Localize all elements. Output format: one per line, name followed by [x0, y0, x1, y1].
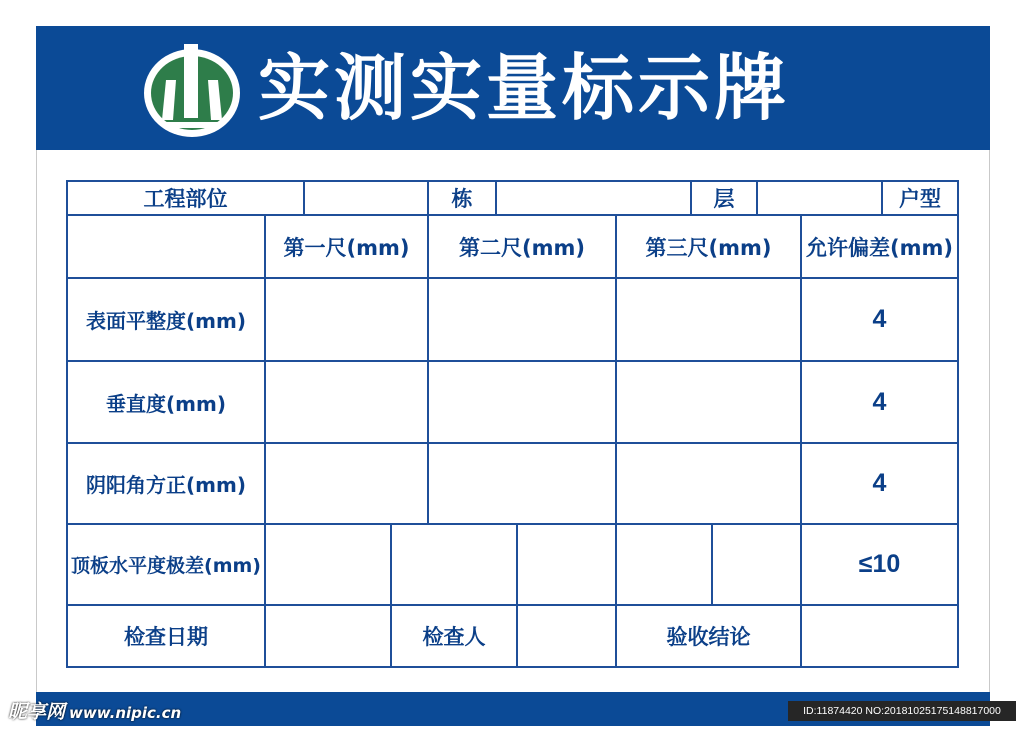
tolerance-surface-flatness: 4	[872, 305, 887, 333]
column-header-ruler-3: 第三尺(mm)	[645, 235, 772, 260]
column-header-ruler-2: 第二尺(mm)	[459, 235, 585, 260]
watermark-url: www.nipic.cn	[69, 704, 182, 722]
info-value-project-location[interactable]	[304, 181, 428, 215]
footer-label-inspector: 检查人	[422, 625, 486, 649]
footer-label-inspection-date: 检查日期	[124, 625, 208, 649]
row-label-verticality: 垂直度(mm)	[106, 391, 226, 416]
column-header-tolerance: 允许偏差(mm)	[806, 235, 953, 260]
info-label-building: 栋	[451, 187, 473, 211]
tolerance-ceiling-level-range: ≤10	[858, 550, 901, 578]
row-label-surface-flatness: 表面平整度(mm)	[86, 309, 246, 333]
info-label-floor: 层	[713, 187, 735, 211]
tolerance-verticality: 4	[872, 387, 887, 416]
watermark	[8, 697, 181, 727]
tolerance-corner-squareness: 4	[872, 469, 887, 497]
row-label-ceiling-level-range: 顶板水平度极差(mm)	[71, 555, 261, 577]
row-label-corner-squareness: 阴阳角方正(mm)	[86, 473, 246, 497]
column-header-ruler-1: 第一尺(mm)	[283, 235, 410, 260]
footer-label-acceptance-conclusion: 验收结论	[666, 625, 751, 649]
info-value-building[interactable]	[496, 181, 691, 215]
info-label-project-location: 工程部位	[143, 187, 228, 211]
info-label-unit-type: 户型	[899, 187, 941, 211]
info-value-floor[interactable]	[757, 181, 882, 215]
watermark-brand: 昵享网	[8, 701, 66, 723]
image-id-label: ID:11874420 NO:20181025175148817000	[788, 701, 1016, 721]
page-title: 实测实量标示牌	[258, 46, 791, 130]
